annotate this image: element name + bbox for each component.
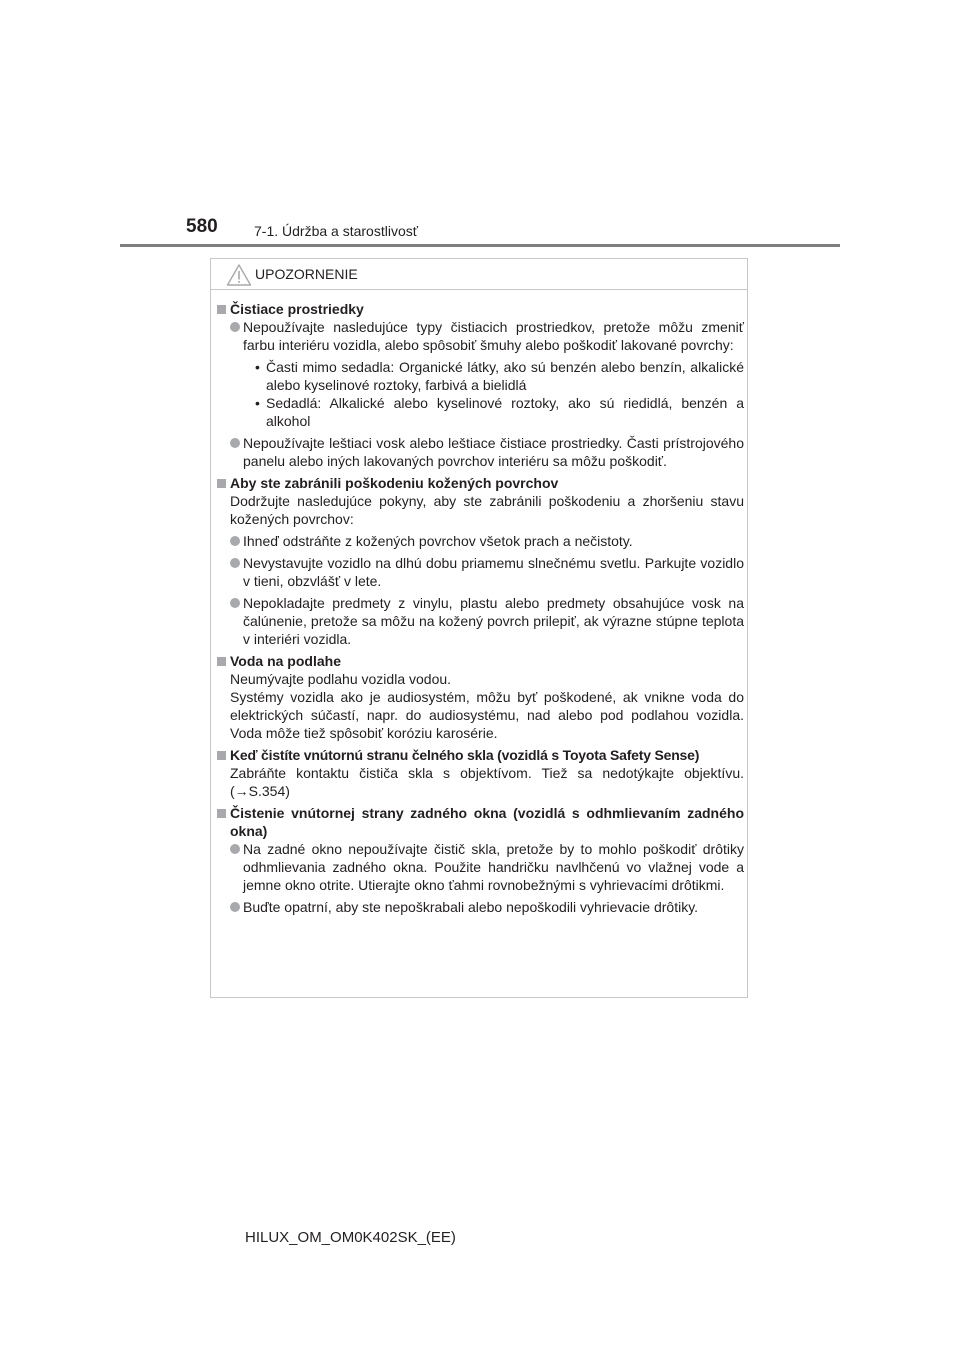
circle-bullet-icon (230, 558, 240, 568)
list-item (217, 840, 744, 894)
list-item-text: Nepoužívajte nasledujúce typy čistiacich prostriedkov, pretože môžu zmeniť farbu interiéru vozidla, alebo spôsobiť šmuhy alebo poškodiť lakované povrchy: (243, 319, 744, 353)
circle-bullet-icon (230, 598, 240, 608)
section-title: 7-1. Údržba a starostlivosť (254, 223, 418, 239)
list-item-text: Na zadné okno nepoužívajte čistič skla, pretože by to mohlo poškodiť drôtiky odhmlievania zadného okna. Použite handričku navlhčenú vo vlažnej vode a jemne okno otrite. Utierajte okno ťahmi rovnobežnými s vyhrievacími drôtikmi. (243, 841, 744, 893)
square-bullet-icon (217, 751, 226, 760)
section-cleaning-agents (217, 300, 744, 470)
list-item (217, 532, 744, 550)
circle-bullet-icon (230, 438, 240, 448)
header-rule (120, 244, 840, 247)
list-item (217, 898, 744, 916)
circle-bullet-icon (230, 844, 240, 854)
sub-list-item-text: Časti mimo sedadla: Organické látky, ako sú benzén alebo benzín, alkalické alebo kyselinové roztoky, farbivá a bielidlá (266, 359, 744, 393)
list-item (217, 594, 744, 648)
section-heading (217, 746, 744, 764)
square-bullet-icon (217, 305, 226, 314)
dot-bullet-icon: • (255, 395, 260, 411)
page-number: 580 (186, 216, 218, 237)
warning-title: UPOZORNENIE (255, 266, 358, 282)
list-item-text: Ihneď odstráňte z kožených povrchov všetok prach a nečistoty. (243, 533, 633, 549)
warning-header (211, 259, 747, 290)
footer-doc-id: HILUX_OM_OM0K402SK_(EE) (245, 1229, 456, 1246)
warning-box (210, 258, 748, 998)
section-heading (217, 652, 744, 670)
list-item-text: Nevystavujte vozidlo na dlhú dobu priamemu slnečnému svetlu. Parkujte vozidlo v tieni, obzvlášť v lete. (243, 555, 744, 589)
warning-content (217, 300, 744, 920)
circle-bullet-icon (230, 322, 240, 332)
paragraph: Neumývajte podlahu vozidla vodou. (230, 671, 452, 687)
sub-list-item-text: Sedadlá: Alkalické alebo kyselinové roztoky, ako sú riedidlá, benzén a alkohol (266, 395, 744, 429)
section-water-on-floor (217, 652, 744, 742)
square-bullet-icon (217, 479, 226, 488)
section-rear-window (217, 804, 744, 916)
list-item (217, 318, 744, 354)
dot-bullet-icon: • (255, 359, 260, 375)
square-bullet-icon (217, 657, 226, 666)
circle-bullet-icon (230, 536, 240, 546)
section-heading-text: Čistiace prostriedky (230, 301, 364, 317)
section-heading-text: Voda na podlahe (230, 653, 341, 669)
section-heading-text: Keď čistíte vnútornú stranu čelného skla (vozidlá s Toyota Safety Sense) (230, 747, 700, 763)
list-item (217, 434, 744, 470)
circle-bullet-icon (230, 902, 240, 912)
list-item (217, 554, 744, 590)
paragraph: Zabráňte kontaktu čističa skla s objektívom. Tiež sa nedotýkajte objektívu. (→S.354) (230, 765, 744, 799)
section-leather (217, 474, 744, 648)
list-item-text: Buďte opatrní, aby ste nepoškrabali alebo nepoškodili vyhrievacie drôtiky. (243, 899, 699, 915)
sub-list-item (217, 358, 744, 394)
paragraph: Systémy vozidla ako je audiosystém, môžu byť poškodené, ak vnikne voda do elektrických súčastí, napr. do audiosystému, nad alebo pod podlahou vozidla. Voda môže tiež spôsobiť koróziu karosérie. (230, 689, 744, 741)
section-heading (217, 804, 744, 840)
section-windshield (217, 746, 744, 800)
section-heading-text: Čistenie vnútornej strany zadného okna (vozidlá s odhmlievaním zadného okna) (230, 805, 744, 839)
list-item-text: Nepokladajte predmety z vinylu, plastu alebo predmety obsahujúce vosk na čalúnenie, pretože sa môžu na kožený povrch prilepiť, ak výrazne stúpne teplota v interiéri vozidla. (243, 595, 744, 647)
section-heading (217, 300, 744, 318)
sub-list-item (217, 394, 744, 430)
paragraph: Dodržujte nasledujúce pokyny, aby ste zabránili poškodeniu a zhoršeniu stavu kožených povrchov: (230, 493, 744, 527)
list-item-text: Nepoužívajte leštiaci vosk alebo leštiace čistiace prostriedky. Časti prístrojového panelu alebo iných lakovaných povrchov interiéru sa môžu poškodiť. (243, 435, 744, 469)
section-heading-text: Aby ste zabránili poškodeniu kožených povrchov (230, 475, 559, 491)
square-bullet-icon (217, 809, 226, 818)
section-heading (217, 474, 744, 492)
warning-triangle-icon (226, 263, 252, 287)
